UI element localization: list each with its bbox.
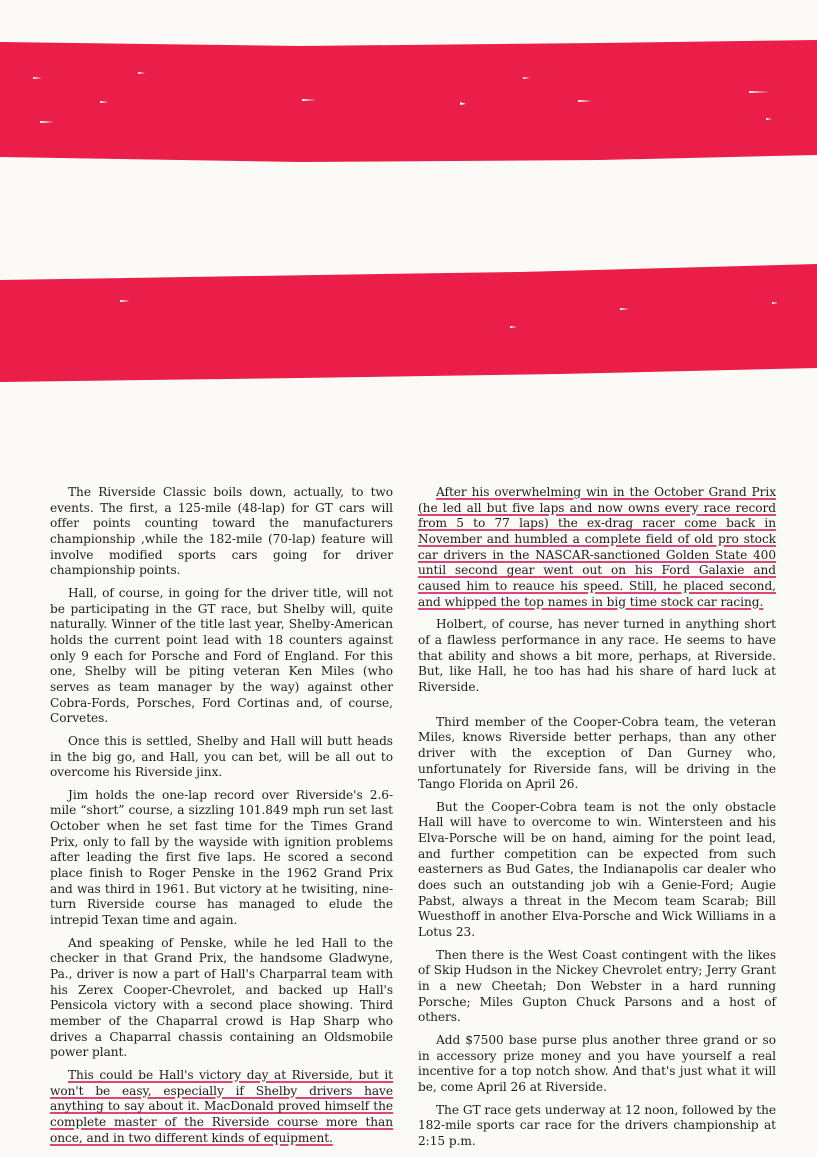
- paragraph-hall-gt: Hall, of course, in going for the driver title, will not be participating in the GT race, but Shelby will, quite naturally. Winner of the title last year, Shelby-American holds the current point lead with 18 counters against only 9 each for Porsche and Ford of England. For this one, Shelby will be piting veteran Ken Miles (who serves as team manager by the way) against other Cobra-Fords, Porsches, Ford Cortinas and, of course, Corvetes.: [50, 585, 393, 726]
- article-right-column: [418, 485, 776, 1157]
- article-left-column: [50, 485, 393, 1153]
- paragraph-schedule: The GT race gets underway at 12 noon, followed by the 182-mile sports car race for the drivers championship at 2:15 p.m.: [418, 1102, 776, 1148]
- paragraph-miles: Third member of the Cooper-Cobra team, the veteran Miles, knows Riverside better perhaps, than any other driver with the exception of Dan Gurney who, unfortunately for Riverside fans, will be driving in the Tango Florida on April 26.: [418, 714, 776, 792]
- highlighted-paragraph-victory-day: This could be Hall's victory day at Riverside, but it won't be easy, especially if Shelby drivers have anything to say about it. MacDonald proved himself the complete master of the Riverside course more than once, and in two different kinds of equipment.: [50, 1067, 393, 1145]
- highlighted-paragraph-grand-prix-win: After his overwhelming win in the October Grand Prix (he led all but five laps and now owns every race record from 5 to 77 laps) the ex-drag racer come back in November and humbled a complete field of old pro stock car drivers in the NASCAR-sanctioned Golden State 400 until second gear went out on his Ford Galaxie and caused him to reauce his speed. Still, he placed second, and whipped the top names in big time stock car racing.: [418, 485, 776, 609]
- paragraph-holbert: Holbert, of course, has never turned in anything short of a flawless performance in any race. He seems to have that ability and shows a bit more, perhaps, at Riverside. But, like Hall, he too has had his share of hard luck at Riverside.: [418, 617, 776, 694]
- paragraph-competition: But the Cooper-Cobra team is not the only obstacle Hall will have to overcome to win. Wintersteen and his Elva-Porsche will be on hand, aiming for the point lead, and further competition can be expected from such easterners as Bud Gates, the Indianapolis car dealer who does such an outstanding job wih a Genie-Ford; Augie Pabst, always a threat in the Mecom team Scarab; Bill Wuesthoff in another Elva-Porsche and Wick Williams in a Lotus 23.: [418, 799, 776, 940]
- bottom-red-stripe: [0, 264, 817, 384]
- paragraph-big-go: Once this is settled, Shelby and Hall will butt heads in the big go, and Hall, you can bet, will be all out to overcome his Riverside jinx.: [50, 733, 393, 780]
- paragraph-lap-record: Jim holds the one-lap record over Riverside's 2.6-mile “short” course, a sizzling 101.849 mph run set last October when he set fast time for the Times Grand Prix, only to fall by the wayside with ignition problems after leading the first five laps. He scored a second place finish to Roger Penske in the 1962 Grand Prix and was third in 1961. But victory at he twisiting, nine-turn Riverside course has managed to elude the intrepid Texan time and again.: [50, 787, 393, 928]
- paragraph-penske: And speaking of Penske, while he led Hall to the checker in that Grand Prix, the handsome Gladwyne, Pa., driver is now a part of Hall's Charparral team with his Zerex Cooper-Chevrolet, and backed up Hall's Pensicola victory with a second place showing. Third member of the Chaparral crowd is Hap Sharp who drives a Chaparral chassis containing an Oldsmobile power plant.: [50, 935, 393, 1060]
- paragraph-intro: The Riverside Classic boils down, actually, to two events. The first, a 125-mile (48-lap) for GT cars will offer points counting toward the manufacturers championship ,while the 182-mile (70-lap) feature will involve modified sports cars going for driver championship points.: [50, 485, 393, 578]
- top-red-stripe: [0, 38, 817, 163]
- paragraph-purse: Add $7500 base purse plus another three grand or so in accessory prize money and you have yourself a real incentive for a top notch show. And that's just what it will be, come April 26 at Riverside.: [418, 1033, 776, 1094]
- paragraph-west-coast: Then there is the West Coast contingent with the likes of Skip Hudson in the Nickey Chevrolet entry; Jerry Grant in a new Cheetah; Don Webster in a hard running Porsche; Miles Gupton Chuck Parsons and a host of others.: [418, 947, 776, 1025]
